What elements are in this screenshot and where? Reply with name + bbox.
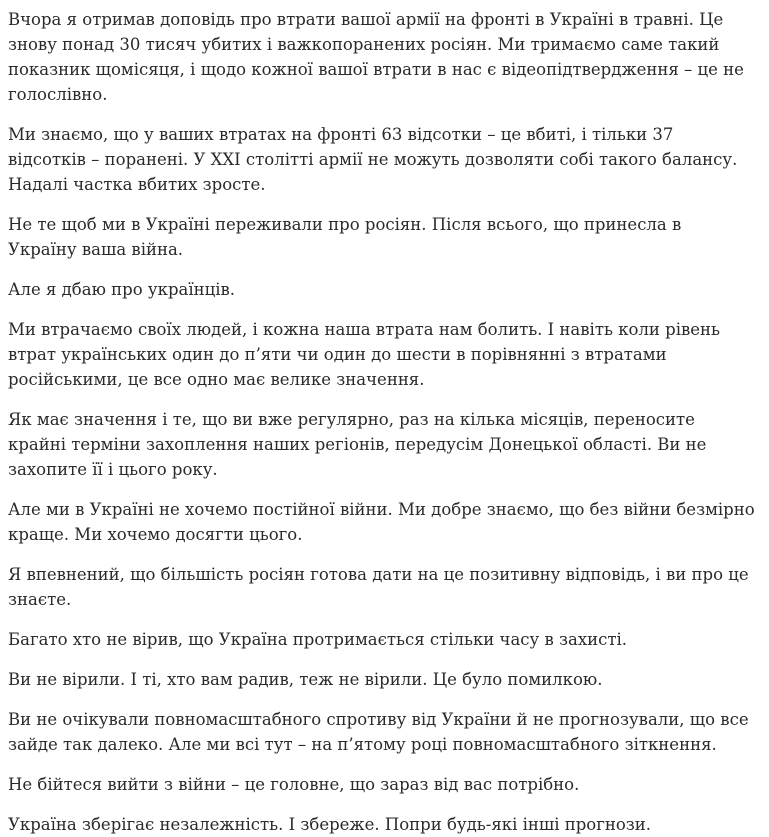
paragraph-5: Ми втрачаємо своїх людей, і кожна наша втрата нам болить. І навіть коли рівень втрат українських один до п’яти чи один до шести в порівнянні з втратами російськими, це все одно має велике значення. — [8, 320, 721, 389]
paragraph-6: Як має значення і те, що ви вже регулярно, раз на кілька місяців, переносите крайні терміни захоплення наших регіонів, передусім Донецької області. Ви не захопите її і цього року. — [8, 410, 707, 479]
paragraph-7: Але ми в Україні не хочемо постійної війни. Ми добре знаємо, що без війни безмірно краще. Ми хочемо досягти цього. — [8, 500, 755, 544]
paragraph-4: Але я дбаю про українців. — [8, 280, 236, 299]
paragraph-8: Я впевнений, що більшість росіян готова дати на це позитивну відповідь, і ви про це знаєте. — [8, 565, 749, 609]
paragraph-2: Ми знаємо, що у ваших втратах на фронті 63 відсотки – це вбиті, і тільки 37 відсотків – поранені. У XXI столітті армії не можуть дозволяти собі такого балансу. Надалі частка вбитих зросте. — [8, 125, 738, 194]
paragraph-10: Ви не вірили. І ті, хто вам радив, теж не вірили. Це було помилкою. — [8, 670, 603, 689]
paragraph-1: Вчора я отримав доповідь про втрати вашої армії на фронті в Україні в травні. Це знову понад 30 тисяч убитих і важкопоранених росіян. Ми тримаємо саме такий показник щомісяця, і щодо кожної вашої втрати в нас є відеопідтвердження – це не голослівно. — [8, 10, 744, 104]
paragraph-9: Багато хто не вірив, що Україна протримається стільки часу в захисті. — [8, 630, 628, 649]
paragraph-13: Україна зберігає незалежність. І збереже. Попри будь-які інші прогнози. — [8, 815, 652, 834]
paragraph-11: Ви не очікували повномасштабного спротиву від України й не прогнозували, що все зайде так далеко. Але ми всі тут – на п’ятому році повномасштабного зіткнення. — [8, 710, 749, 754]
paragraph-3: Не те щоб ми в Україні переживали про росіян. Після всього, що принесла в Україну ваша війна. — [8, 215, 682, 259]
paragraph-12: Не бійтеся вийти з війни – це головне, що зараз від вас потрібно. — [8, 775, 580, 794]
